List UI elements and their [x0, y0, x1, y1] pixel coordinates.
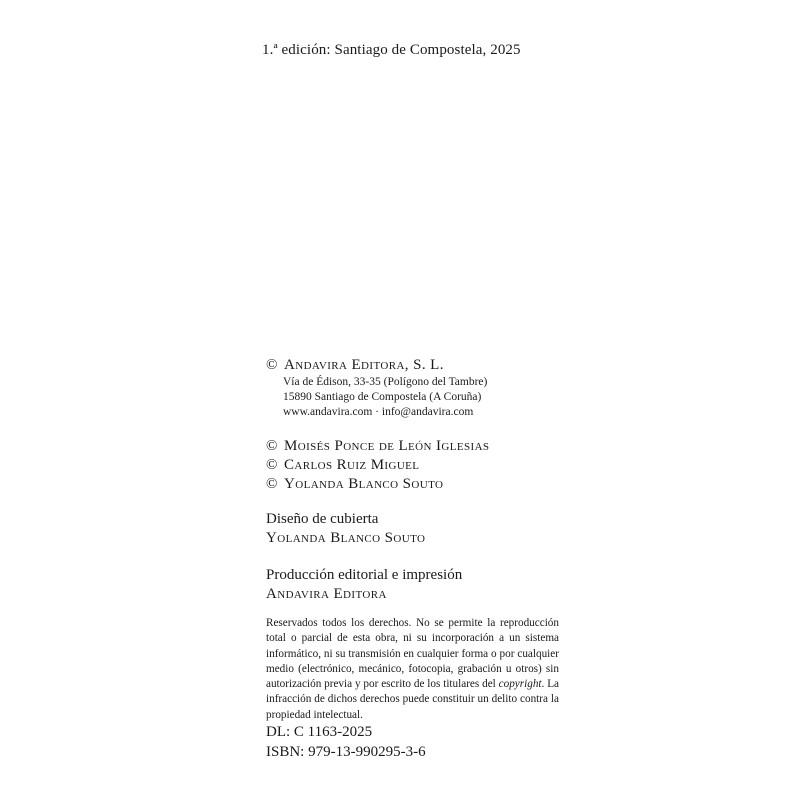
edition-statement: 1.ª edición: Santiago de Compostela, 2025	[262, 42, 521, 58]
author-line	[266, 475, 489, 494]
cover-design-label: Diseño de cubierta	[266, 511, 379, 527]
production-label: Producción editorial e impresión	[266, 567, 463, 583]
author-line	[266, 437, 489, 456]
publisher-web-email: www.andavira.com · info@andavira.com	[283, 406, 474, 418]
copyright-symbol: ©	[266, 476, 278, 492]
rights-notice	[266, 616, 559, 723]
authors-block	[266, 437, 489, 494]
publisher-copyright-line	[266, 356, 487, 375]
isbn: ISBN: 979-13-990295-3-6	[266, 744, 426, 760]
cover-design-credit	[266, 510, 425, 548]
copyright-symbol: ©	[266, 438, 278, 454]
production-name: Andavira Editora	[266, 586, 387, 602]
author-name: Moisés Ponce de León Iglesias	[284, 438, 490, 454]
publisher-block	[266, 356, 487, 420]
publisher-address-line-1: Vía de Édison, 33-35 (Polígono del Tambre)	[283, 376, 488, 388]
copyright-symbol: ©	[266, 457, 278, 473]
production-credit	[266, 566, 462, 604]
legal-deposit: DL: C 1163-2025	[266, 724, 373, 740]
publisher-address-line-2: 15890 Santiago de Compostela (A Coruña)	[283, 391, 482, 403]
copyright-symbol: ©	[266, 357, 278, 373]
author-name: Yolanda Blanco Souto	[284, 476, 444, 492]
rights-text-after: . La infracción de dichos derechos puede constituir un delito contra la propiedad intelectual.	[266, 678, 559, 721]
publisher-name: Andavira Editora, S. L.	[284, 357, 444, 373]
cover-design-name: Yolanda Blanco Souto	[266, 530, 426, 546]
legal-info	[266, 722, 426, 762]
author-name: Carlos Ruiz Miguel	[284, 457, 420, 473]
author-line	[266, 456, 489, 475]
rights-text-before: Reservados todos los derechos. No se permite la reproducción total o parcial de esta obra, ni su incorporación a un sistema informático, ni su transmisión en cualquier forma o por cualquier medio (electrónico, mecánico, fotocopia, grabación u otros) sin autorización previa y por escrito de los titulares del	[266, 617, 559, 691]
rights-italic-word: copyright	[498, 678, 542, 691]
